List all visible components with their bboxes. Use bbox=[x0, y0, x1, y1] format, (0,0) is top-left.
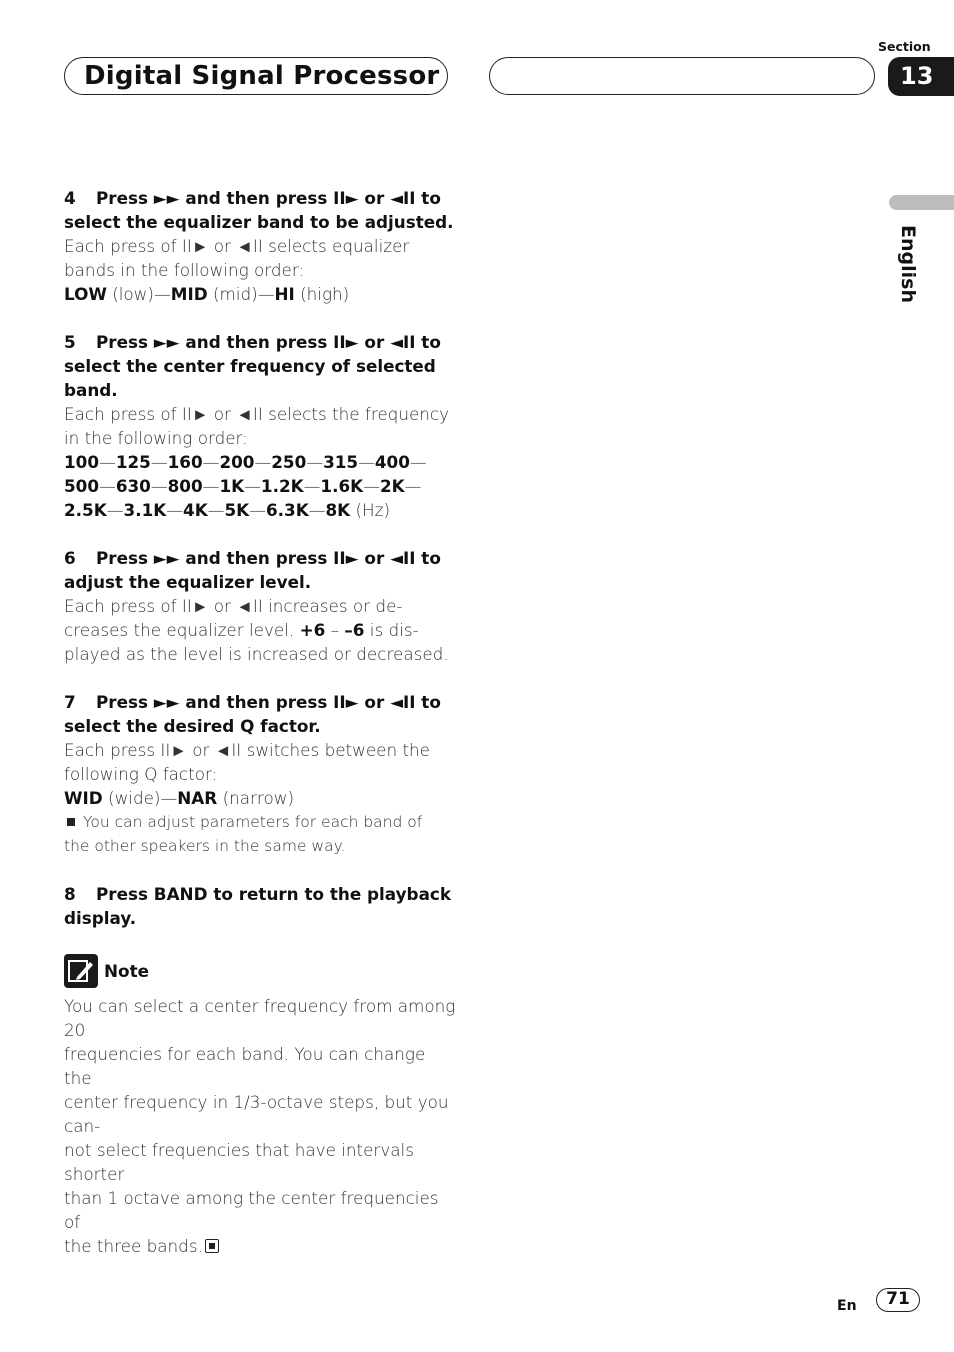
q-factor-sequence bbox=[64, 786, 456, 810]
frequency-value: 6.3K bbox=[265, 500, 309, 520]
step-7 bbox=[64, 690, 456, 858]
step-heading-text: Press ►► and then press II► or ◄II to select the center frequency of selected band. bbox=[64, 332, 441, 400]
step-heading bbox=[64, 546, 456, 594]
q-nar: NAR bbox=[177, 788, 218, 808]
frequency-value: 100 bbox=[64, 452, 100, 472]
frequency-separator: — bbox=[409, 452, 427, 472]
step-number: 6 bbox=[64, 548, 76, 568]
step-body-line: following Q factor: bbox=[64, 764, 218, 784]
frequency-separator: — bbox=[202, 476, 220, 496]
step-heading-text: Press ►► and then press II► or ◄II to adjust the equalizer level. bbox=[64, 548, 441, 592]
note-line: than 1 octave among the center frequencies of bbox=[64, 1188, 439, 1232]
step-number: 5 bbox=[64, 332, 76, 352]
frequency-value: 125 bbox=[115, 452, 151, 472]
step-body-line: Each press of II► or ◄II selects the frequency bbox=[64, 404, 450, 424]
step-body-line: bands in the following order: bbox=[64, 260, 305, 280]
content-column bbox=[64, 186, 456, 1258]
note-line: frequencies for each band. You can change the bbox=[64, 1044, 426, 1088]
step-body-line: Each press II► or ◄II switches between the bbox=[64, 740, 431, 760]
frequency-value: 800 bbox=[167, 476, 203, 496]
frequency-separator: — bbox=[254, 452, 272, 472]
band-low-desc: (low)— bbox=[106, 284, 171, 304]
page-number: 71 bbox=[876, 1288, 920, 1312]
band-sequence bbox=[64, 282, 456, 306]
frequency-value: 1.6K bbox=[320, 476, 364, 496]
band-hi-desc: (high) bbox=[294, 284, 350, 304]
band-hi: HI bbox=[274, 284, 295, 304]
end-mark-icon bbox=[205, 1239, 219, 1253]
frequency-separator: — bbox=[249, 500, 266, 520]
frequency-value: 500 bbox=[64, 476, 100, 496]
frequency-separator: — bbox=[166, 500, 184, 520]
header-blank-box bbox=[489, 57, 875, 95]
step-body-line bbox=[64, 618, 456, 642]
note-pencil-icon bbox=[64, 954, 98, 988]
level-tail: is dis- bbox=[364, 620, 419, 640]
frequency-separator: — bbox=[202, 452, 220, 472]
frequency-value: 400 bbox=[374, 452, 410, 472]
level-dash: – bbox=[325, 620, 345, 640]
frequency-value: 1K bbox=[219, 476, 245, 496]
frequency-separator: — bbox=[99, 452, 116, 472]
frequency-unit: (Hz) bbox=[350, 500, 391, 520]
bullet-note-cont: the other speakers in the same way. bbox=[64, 837, 346, 855]
frequency-line bbox=[64, 474, 456, 498]
frequency-separator: — bbox=[358, 452, 375, 472]
frequency-value: 8K bbox=[325, 500, 351, 520]
frequency-separator: — bbox=[99, 476, 116, 496]
section-label: Section bbox=[878, 39, 931, 54]
step-5 bbox=[64, 330, 456, 522]
step-number: 7 bbox=[64, 692, 76, 712]
frequency-separator: — bbox=[150, 452, 168, 472]
step-heading-text: Press BAND to return to the playback display. bbox=[64, 884, 451, 928]
step-body-line: Each press of II► or ◄II increases or de- bbox=[64, 596, 403, 616]
step-heading bbox=[64, 690, 456, 738]
level-min: –6 bbox=[344, 620, 365, 640]
note-body bbox=[64, 994, 456, 1258]
band-low: LOW bbox=[64, 284, 107, 304]
level-max: +6 bbox=[299, 620, 326, 640]
frequency-line bbox=[64, 450, 456, 474]
frequency-separator: — bbox=[306, 452, 324, 472]
step-heading bbox=[64, 882, 456, 930]
bullet-text: You can adjust parameters for each band of bbox=[83, 813, 423, 831]
step-body-line: played as the level is increased or decreased. bbox=[64, 644, 449, 664]
step-number: 8 bbox=[64, 884, 76, 904]
frequency-value: 160 bbox=[167, 452, 203, 472]
step-body-text: creases the equalizer level. bbox=[64, 620, 295, 640]
frequency-separator: — bbox=[244, 476, 261, 496]
frequency-separator: — bbox=[150, 476, 168, 496]
frequency-value: 2.5K bbox=[64, 500, 107, 520]
frequency-separator: — bbox=[207, 500, 225, 520]
step-heading-text: Press ►► and then press II► or ◄II to select the desired Q factor. bbox=[64, 692, 441, 736]
step-8 bbox=[64, 882, 456, 930]
step-4 bbox=[64, 186, 456, 306]
frequency-value: 1.2K bbox=[260, 476, 304, 496]
language-tab-marker bbox=[889, 195, 954, 210]
note-line: center frequency in 1/3-octave steps, but you can- bbox=[64, 1092, 449, 1136]
language-label: English bbox=[897, 225, 919, 303]
frequency-value: 2K bbox=[379, 476, 405, 496]
frequency-value: 5K bbox=[224, 500, 250, 520]
page-title: Digital Signal Processor bbox=[84, 61, 440, 91]
bullet-note bbox=[64, 810, 456, 834]
section-number-tab: 13 bbox=[888, 57, 954, 96]
frequency-line bbox=[64, 498, 456, 522]
frequency-value: 630 bbox=[115, 476, 151, 496]
q-wid: WID bbox=[64, 788, 103, 808]
step-heading bbox=[64, 330, 456, 402]
title-box bbox=[64, 57, 448, 95]
step-body-line: in the following order: bbox=[64, 428, 248, 448]
step-heading bbox=[64, 186, 456, 234]
step-body-line: Each press of II► or ◄II selects equalizer bbox=[64, 236, 410, 256]
q-wid-desc: (wide)— bbox=[102, 788, 178, 808]
frequency-value: 315 bbox=[323, 452, 359, 472]
frequency-separator: — bbox=[404, 476, 422, 496]
note-label: Note bbox=[104, 961, 149, 981]
frequency-separator: — bbox=[106, 500, 124, 520]
step-heading-text: Press ►► and then press II► or ◄II to select the equalizer band to be adjusted. bbox=[64, 188, 454, 232]
frequency-value: 3.1K bbox=[123, 500, 167, 520]
note-header bbox=[64, 954, 456, 988]
note-line-text: the three bands. bbox=[64, 1236, 203, 1256]
band-mid-desc: (mid)— bbox=[207, 284, 275, 304]
frequency-value: 200 bbox=[219, 452, 255, 472]
note-line: not select frequencies that have intervals shorter bbox=[64, 1140, 414, 1184]
square-bullet-icon bbox=[67, 818, 75, 826]
frequency-separator: — bbox=[303, 476, 321, 496]
step-6 bbox=[64, 546, 456, 666]
footer-language: En bbox=[837, 1298, 857, 1314]
note-line bbox=[64, 1234, 456, 1258]
band-mid: MID bbox=[170, 284, 208, 304]
frequency-separator: — bbox=[308, 500, 326, 520]
step-number: 4 bbox=[64, 188, 76, 208]
frequency-separator: — bbox=[363, 476, 380, 496]
note-line: You can select a center frequency from among 20 bbox=[64, 996, 456, 1040]
q-nar-desc: (narrow) bbox=[217, 788, 295, 808]
frequency-value: 4K bbox=[183, 500, 208, 520]
frequency-value: 250 bbox=[271, 452, 307, 472]
